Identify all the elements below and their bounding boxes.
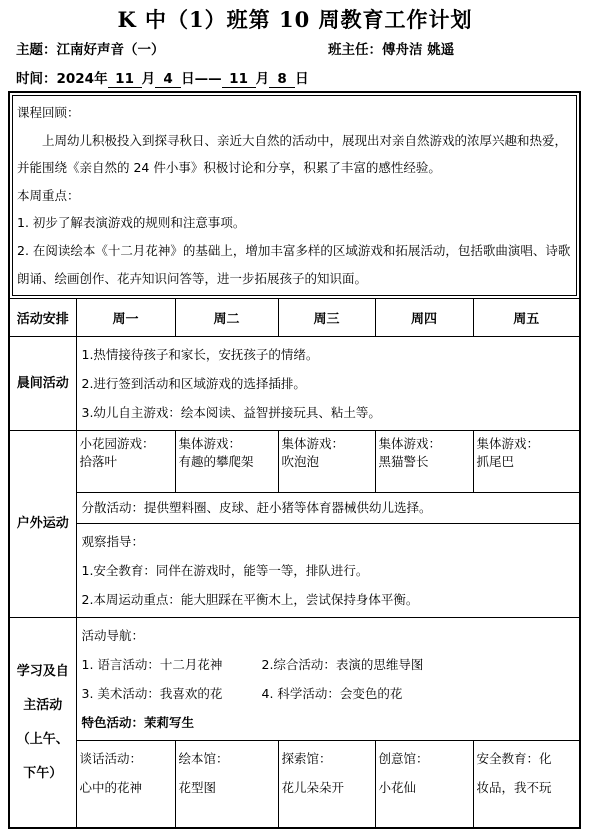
special-activity <box>82 708 575 737</box>
outdoor-games-row <box>9 431 580 493</box>
time-label: 时间： <box>16 71 57 87</box>
time-end-month-unit: 月 <box>255 71 270 87</box>
area-name: 谈话活动： <box>79 751 143 767</box>
morning-item-3: 3.幼儿自主游戏：绘本阅读、益智拼接玩具、粘土等。 <box>81 405 381 421</box>
header-day-thu: 周四 <box>375 299 473 337</box>
game-name: 黑猫警长 <box>378 454 429 470</box>
learning-nav-row <box>9 618 580 741</box>
game-type: 集体游戏： <box>281 436 345 452</box>
nav-activity-4: 4. 科学活动：会变色的花 <box>261 686 403 702</box>
time-start-day: 4 <box>155 72 181 88</box>
nav-row-2 <box>82 679 575 708</box>
area-content: 心中的花神 <box>79 780 143 796</box>
time-month-unit: 月 <box>141 71 156 87</box>
area-explore <box>278 741 375 829</box>
area-safety <box>473 741 580 829</box>
time-end-day-unit: 日 <box>295 71 309 87</box>
morning-label: 晨间活动 <box>9 337 76 431</box>
teachers-line <box>328 38 454 58</box>
game-type: 集体游戏： <box>378 436 442 452</box>
review-cell <box>9 92 580 299</box>
area-talk <box>76 741 175 829</box>
nav-activity-1: 1. 语言活动：十二月花神 <box>81 657 223 673</box>
teachers-label: 班主任： <box>328 42 382 58</box>
outdoor-label: 户外运动 <box>9 431 76 618</box>
outdoor-game-thu <box>375 431 473 493</box>
review-label: 课程回顾： <box>17 105 80 120</box>
page-title: K 中（1）班第 10 周教育工作计划 <box>117 7 473 32</box>
learning-label-line-4: 下午） <box>23 765 63 781</box>
area-content: 花型图 <box>178 780 217 796</box>
time-line <box>16 67 309 88</box>
learning-nav <box>76 618 580 741</box>
area-creative <box>375 741 473 829</box>
nav-label: 活动导航： <box>81 628 145 644</box>
review-text: 上周幼儿积极投入到探寻秋日、亲近大自然的活动中，展现出对亲自然游戏的浓厚兴趣和热爱，并能围绕《亲自然的 24 件小事》积极讨论和分享，积累了丰富的感性经验。 <box>17 132 568 176</box>
morning-content <box>76 337 580 431</box>
game-name: 抓尾巴 <box>476 454 515 470</box>
game-name: 拾落叶 <box>79 454 118 470</box>
theme-label: 主题： <box>16 42 57 58</box>
guide-label: 观察指导： <box>81 534 145 550</box>
area-content: 小花仙 <box>378 780 417 796</box>
guide-item-2: 2.本周运动重点：能大胆踩在平衡木上，尝试保持身体平衡。 <box>81 592 419 608</box>
game-name: 有趣的攀爬架 <box>178 454 254 470</box>
area-name: 创意馆： <box>378 751 429 767</box>
special-value: 茉莉写生 <box>144 715 195 731</box>
outdoor-guide-row <box>9 524 580 618</box>
outdoor-scattered: 分散活动：提供塑料圈、皮球、赶小猪等体育器械供幼儿选择。 <box>76 493 580 524</box>
morning-item-1: 1.热情接待孩子和家长，安抚孩子的情绪。 <box>81 347 319 363</box>
header-day-mon: 周一 <box>76 299 175 337</box>
header-day-wed: 周三 <box>278 299 375 337</box>
area-content: 花儿朵朵开 <box>281 780 345 796</box>
time-day-unit: 日 <box>181 71 195 87</box>
morning-row <box>9 337 580 431</box>
header-day-tue: 周二 <box>175 299 278 337</box>
nav-activity-2: 2.综合活动：表演的思维导图 <box>261 657 424 673</box>
area-name: 安全教育：化 <box>476 751 552 767</box>
outdoor-game-fri <box>473 431 580 493</box>
area-content: 妆品，我不玩 <box>476 780 552 796</box>
game-name: 吹泡泡 <box>281 454 320 470</box>
outdoor-game-wed <box>278 431 375 493</box>
outdoor-scattered-row <box>9 493 580 524</box>
time-end-month: 11 <box>222 72 256 88</box>
time-year: 2024 <box>56 71 95 87</box>
outdoor-game-tue <box>175 431 278 493</box>
area-name: 绘本馆： <box>178 751 229 767</box>
outdoor-game-mon <box>76 431 175 493</box>
teachers-value: 傅舟洁 姚遥 <box>382 42 455 58</box>
time-end-day: 8 <box>269 72 295 88</box>
game-type: 小花园游戏： <box>79 436 155 452</box>
learning-label-line-2: 主活动 <box>23 697 63 713</box>
focus-item-2: 2. 在阅读绘本《十二月花神》的基础上，增加丰富多样的区域游戏和拓展活动，包括歌曲演唱、诗歌朗诵、绘画创作、花卉知识问答等，进一步拓展孩子的知识面。 <box>17 242 571 286</box>
header-activity: 活动安排 <box>9 299 76 337</box>
nav-row-1 <box>82 650 575 679</box>
area-name: 探索馆： <box>281 751 332 767</box>
game-type: 集体游戏： <box>476 436 540 452</box>
learning-label-line-1: 学习及自 <box>16 663 69 679</box>
time-year-unit: 年 <box>94 71 108 87</box>
focus-label: 本周重点： <box>17 187 80 203</box>
header-row <box>9 299 580 337</box>
header-day-fri: 周五 <box>473 299 580 337</box>
focus-item-1: 1. 初步了解表演游戏的规则和注意事项。 <box>17 215 246 231</box>
game-type: 集体游戏： <box>178 436 242 452</box>
review-box <box>12 95 577 296</box>
nav-activity-3: 3. 美术活动：我喜欢的花 <box>81 686 223 702</box>
outdoor-guide <box>76 524 580 618</box>
area-picture-book <box>175 741 278 829</box>
theme-line <box>16 38 165 58</box>
learning-label-line-3: （上午、 <box>16 731 69 747</box>
learning-label <box>9 618 76 829</box>
guide-item-1: 1.安全教育：同伴在游戏时，能等一等，排队进行。 <box>81 563 369 579</box>
time-start-month: 11 <box>108 72 142 88</box>
theme-value: 江南好声音（一） <box>56 42 165 58</box>
special-label: 特色活动： <box>81 715 145 731</box>
plan-table <box>8 91 581 829</box>
learning-areas-row <box>9 741 580 829</box>
time-dash: —— <box>194 71 222 87</box>
morning-item-2: 2.进行签到活动和区域游戏的选择插排。 <box>81 376 306 392</box>
